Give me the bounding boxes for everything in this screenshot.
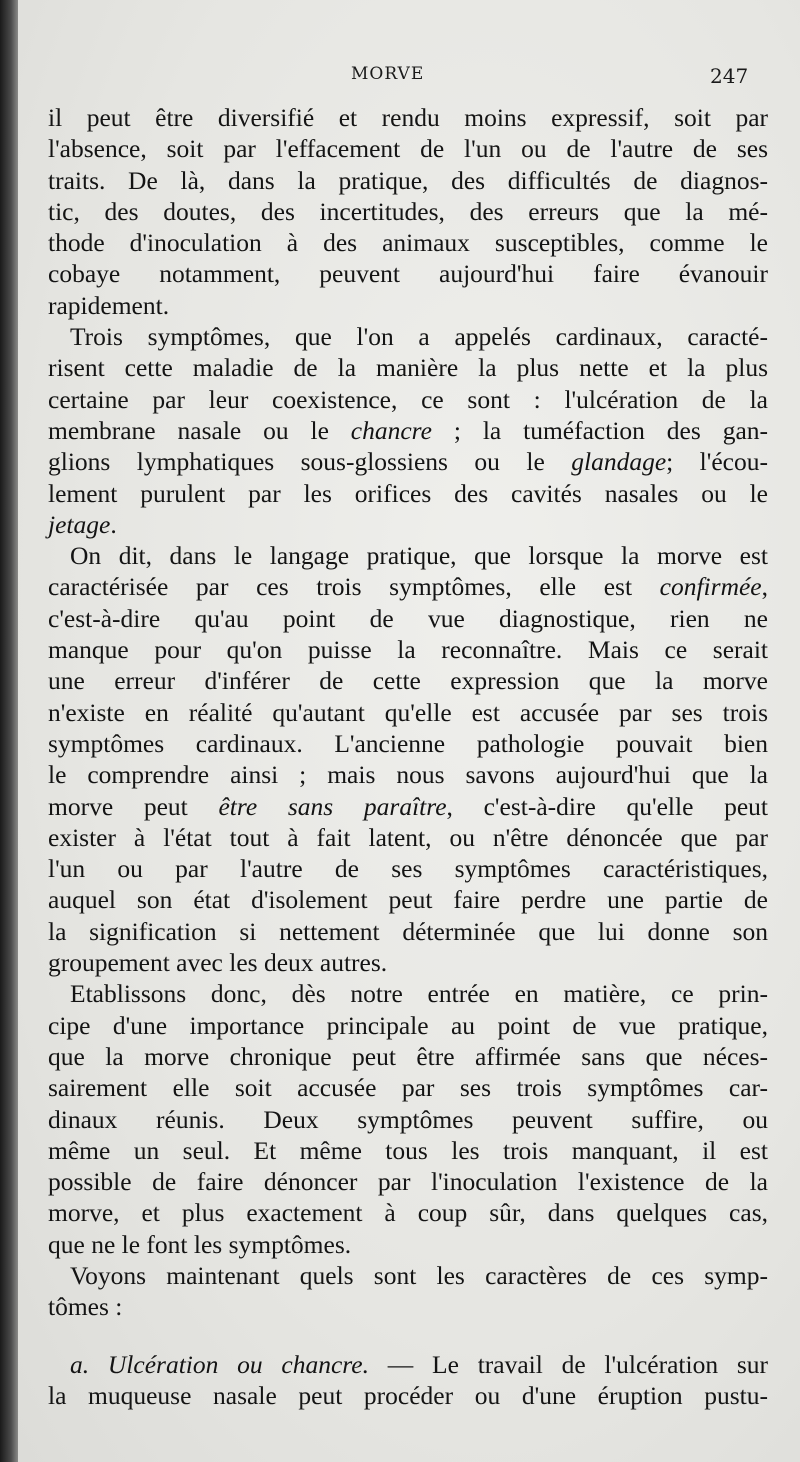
paragraph <box>48 540 768 978</box>
text-line: le comprendre ainsi ; mais nous savons aujourd'hui que la <box>48 760 768 790</box>
text-line: il peut être diversifié et rendu moins expressif, soit par <box>48 103 768 132</box>
text-line: que la morve chronique peut être affirmée sans que néces- <box>48 1041 768 1071</box>
text-line: Voyons maintenant quels sont les caractères de ces symp- <box>70 1260 768 1290</box>
text-line: exister à l'état tout à fait latent, ou n'être dénoncée que par <box>48 822 768 852</box>
text-line: Trois symptômes, que l'on a appelés cardinaux, caracté- <box>70 322 768 352</box>
text-line: cobaye notamment, peuvent aujourd'hui faire évanouir <box>48 259 768 289</box>
text-line: traits. De là, dans la pratique, des difficultés de diagnos- <box>48 165 768 195</box>
text-line: manque pour qu'on puisse la reconnaître. Mais ce serait <box>48 635 768 665</box>
paragraph <box>48 978 768 1260</box>
text-line: sairement elle soit accusée par ses trois symptômes car- <box>48 1073 768 1103</box>
text-line: même un seul. Et même tous les trois manquant, il est <box>48 1135 768 1165</box>
page-header <box>18 60 800 90</box>
text-line: glions lymphatiques sous-glossiens ou le glandage; l'écou- <box>48 447 768 477</box>
paragraph <box>48 321 768 540</box>
running-title: MORVE <box>351 64 425 84</box>
text-line: n'existe en réalité qu'autant qu'elle est accusée par ses trois <box>48 697 768 727</box>
text-line <box>48 1349 768 1380</box>
text-line: jetage. <box>48 509 117 539</box>
text-line: l'absence, soit par l'effacement de l'un ou de l'autre de ses <box>48 134 768 164</box>
text-line: caractérisée par ces trois symptômes, elle est confirmée, <box>48 572 768 602</box>
text-line: morve, et plus exactement à coup sûr, dans quelques cas, <box>48 1198 768 1228</box>
subsection <box>48 1349 768 1412</box>
paragraph <box>48 1260 768 1323</box>
text-line: lement purulent par les orifices des cavités nasales ou le <box>48 478 768 508</box>
text-line: une erreur d'inférer de cette expression que la morve <box>48 666 768 696</box>
page-gutter-shadow <box>0 0 18 1462</box>
text-line: thode d'inoculation à des animaux susceptibles, comme le <box>48 228 768 258</box>
subsection-text: — Le travail de l'ulcération sur <box>368 1349 768 1379</box>
text-line: cipe d'une importance principale au point de vue pratique, <box>48 1010 768 1040</box>
text-line: la signification si nettement déterminée que lui donne son <box>48 916 768 946</box>
section-spacer <box>48 1323 768 1349</box>
book-page <box>18 0 800 1462</box>
text-line: Etablissons donc, dès notre entrée en matière, ce prin- <box>70 979 768 1009</box>
body-text <box>48 102 768 1411</box>
paragraph <box>48 102 768 321</box>
page-number: 247 <box>710 64 749 88</box>
text-line: tômes : <box>48 1292 123 1322</box>
text-line: possible de faire dénoncer par l'inoculation l'existence de la <box>48 1167 768 1197</box>
text-line: c'est-à-dire qu'au point de vue diagnostique, rien ne <box>48 603 768 633</box>
text-line: auquel son état d'isolement peut faire perdre une partie de <box>48 885 768 915</box>
text-line: que ne le font les symptômes. <box>48 1229 352 1259</box>
text-line: la muqueuse nasale peut procéder ou d'une éruption pustu- <box>48 1380 768 1410</box>
text-line: risent cette maladie de la manière la plus nette et la plus <box>48 353 768 383</box>
text-line: membrane nasale ou le chancre ; la tuméfaction des gan- <box>48 415 769 445</box>
text-line: symptômes cardinaux. L'ancienne pathologie pouvait bien <box>48 728 768 758</box>
text-line: tic, des doutes, des incertitudes, des erreurs que la mé- <box>48 196 768 226</box>
subsection-heading: a. Ulcération ou chancre. <box>70 1349 369 1379</box>
text-line: groupement avec les deux autres. <box>48 948 388 978</box>
text-line: On dit, dans le langage pratique, que lorsque la morve est <box>70 541 768 571</box>
text-line: l'un ou par l'autre de ses symptômes caractéristiques, <box>48 854 768 884</box>
text-line: morve peut être sans paraître, c'est-à-dire qu'elle peut <box>48 791 768 821</box>
text-line: rapidement. <box>48 290 170 320</box>
text-line: dinaux réunis. Deux symptômes peuvent suffire, ou <box>48 1104 768 1134</box>
text-line: certaine par leur coexistence, ce sont : l'ulcération de la <box>48 384 768 414</box>
